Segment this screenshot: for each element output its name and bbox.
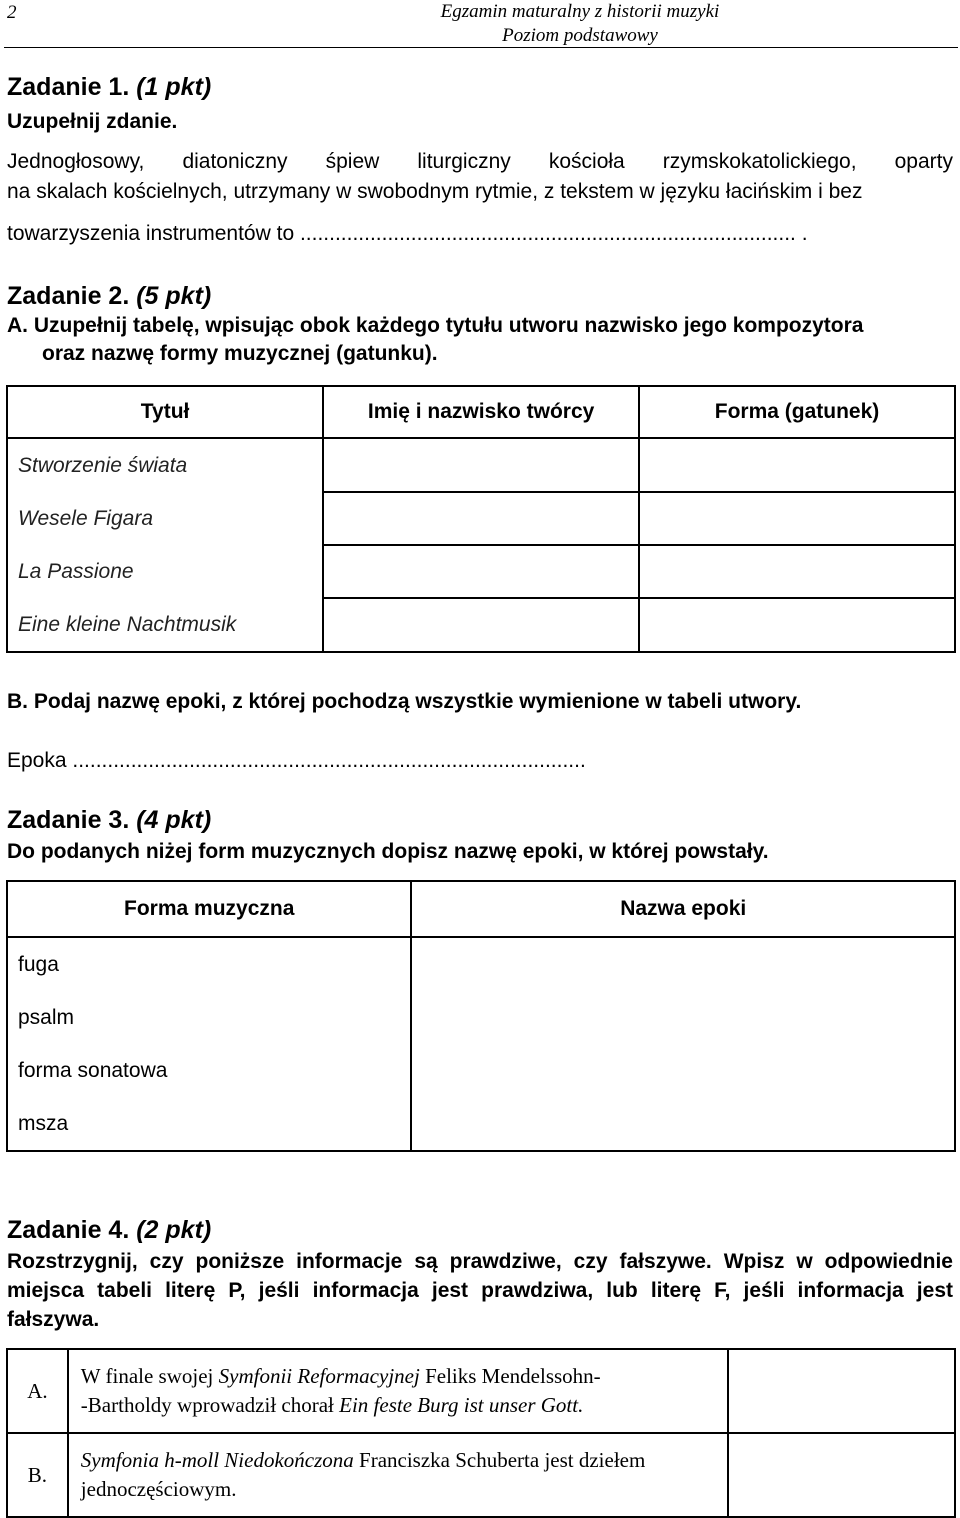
task4-line2: miejsca tabeli literę P, jeśli informacja jest prawdziwa, lub literę F, jeśli informacja jest: [7, 1279, 953, 1302]
answer-cell[interactable]: [728, 1433, 955, 1517]
task2-partA-label: A.: [7, 314, 28, 337]
task1-line2: na skalach kościelnych, utrzymany w swobodnym rytmie, z tekstem w języku łacińskim i bez: [7, 180, 863, 203]
table-header-epoch: Nazwa epoki: [411, 881, 955, 937]
table-header-form: Forma muzyczna: [7, 881, 411, 937]
statement-text: Symfonia h-moll Niedokończona Franciszka Schuberta jest dziełem jednoczęściowym.: [68, 1433, 728, 1517]
task1-line3: towarzyszenia instrumentów to ..................................................................................... .: [7, 222, 808, 245]
task4-points: (2 pkt): [136, 1216, 212, 1244]
task2-title: Zadanie 2.: [7, 282, 130, 310]
epoka-answer-line[interactable]: Epoka ........................................................................................: [7, 749, 586, 772]
table-row-title: La Passione: [7, 545, 323, 598]
task4-table: [6, 1348, 956, 1518]
composer-cell[interactable]: [323, 545, 639, 598]
exam-level: Poziom podstawowy: [502, 25, 658, 46]
task2-partA-line1: Uzupełnij tabelę, wpisując obok każdego tytułu utworu nazwisko jego kompozytora: [33, 314, 864, 337]
form-name: msza: [7, 1097, 411, 1151]
task1-points: (1 pkt): [136, 73, 212, 101]
composer-cell[interactable]: [323, 492, 639, 545]
task4-line1: Rozstrzygnij, czy poniższe informacje są prawdziwe, czy fałszywe. Wpisz w odpowiednie: [7, 1250, 953, 1273]
composer-cell[interactable]: [323, 598, 639, 652]
task4-heading: [7, 1216, 211, 1245]
running-header: [300, 0, 860, 48]
task3-points: (4 pkt): [136, 806, 212, 834]
header-rule: [4, 47, 958, 48]
table-row-title: Eine kleine Nachtmusik: [7, 598, 323, 652]
task1-instruction: Uzupełnij zdanie.: [7, 110, 178, 133]
task2-partA-line2: oraz nazwę formy muzycznej (gatunku).: [42, 342, 438, 365]
epoch-answer-cell[interactable]: [411, 937, 955, 1151]
task2-heading: [7, 282, 211, 311]
form-cell[interactable]: [639, 492, 955, 545]
form-name: fuga: [7, 937, 411, 991]
task3-table: [6, 880, 956, 1152]
table-header-title: Tytuł: [7, 386, 323, 438]
task2-partB-text: Podaj nazwę epoki, z której pochodzą wszystkie wymienione w tabeli utwory.: [33, 690, 802, 713]
table-row-title: Wesele Figara: [7, 492, 323, 545]
row-letter: B.: [7, 1433, 68, 1517]
task2-partB: [7, 690, 801, 714]
form-cell[interactable]: [639, 438, 955, 492]
form-cell[interactable]: [639, 545, 955, 598]
task1-line1: Jednogłosowy, diatoniczny śpiew liturgiczny kościoła rzymskokatolickiego, oparty: [7, 150, 953, 173]
task2-partA: [7, 314, 863, 338]
task3-heading: [7, 806, 211, 835]
answer-cell[interactable]: [728, 1349, 955, 1433]
task2-points: (5 pkt): [136, 282, 212, 310]
table-header-composer: Imię i nazwisko twórcy: [323, 386, 639, 438]
task1-title: Zadanie 1.: [7, 73, 130, 101]
row-letter: A.: [7, 1349, 68, 1433]
table-header-form: Forma (gatunek): [639, 386, 955, 438]
form-name: forma sonatowa: [7, 1044, 411, 1097]
task3-instruction: Do podanych niżej form muzycznych dopisz nazwę epoki, w której powstały.: [7, 840, 769, 863]
form-cell[interactable]: [639, 598, 955, 652]
exam-title: Egzamin maturalny z historii muzyki: [440, 1, 720, 22]
task3-title: Zadanie 3.: [7, 806, 130, 834]
task2-partB-label: B.: [7, 690, 28, 713]
task4-title: Zadanie 4.: [7, 1216, 130, 1244]
page-number: 2: [7, 2, 17, 23]
task1-heading: [7, 73, 211, 102]
task4-line3: fałszywa.: [7, 1308, 100, 1331]
composer-cell[interactable]: [323, 438, 639, 492]
statement-text: W finale swojej Symfonii Reformacyjnej Feliks Mendelssohn- -Bartholdy wprowadził chorał Ein feste Burg ist unser Gott.: [68, 1349, 728, 1433]
task2-table: [6, 385, 956, 653]
table-row-title: Stworzenie świata: [7, 438, 323, 492]
form-name: psalm: [7, 991, 411, 1044]
